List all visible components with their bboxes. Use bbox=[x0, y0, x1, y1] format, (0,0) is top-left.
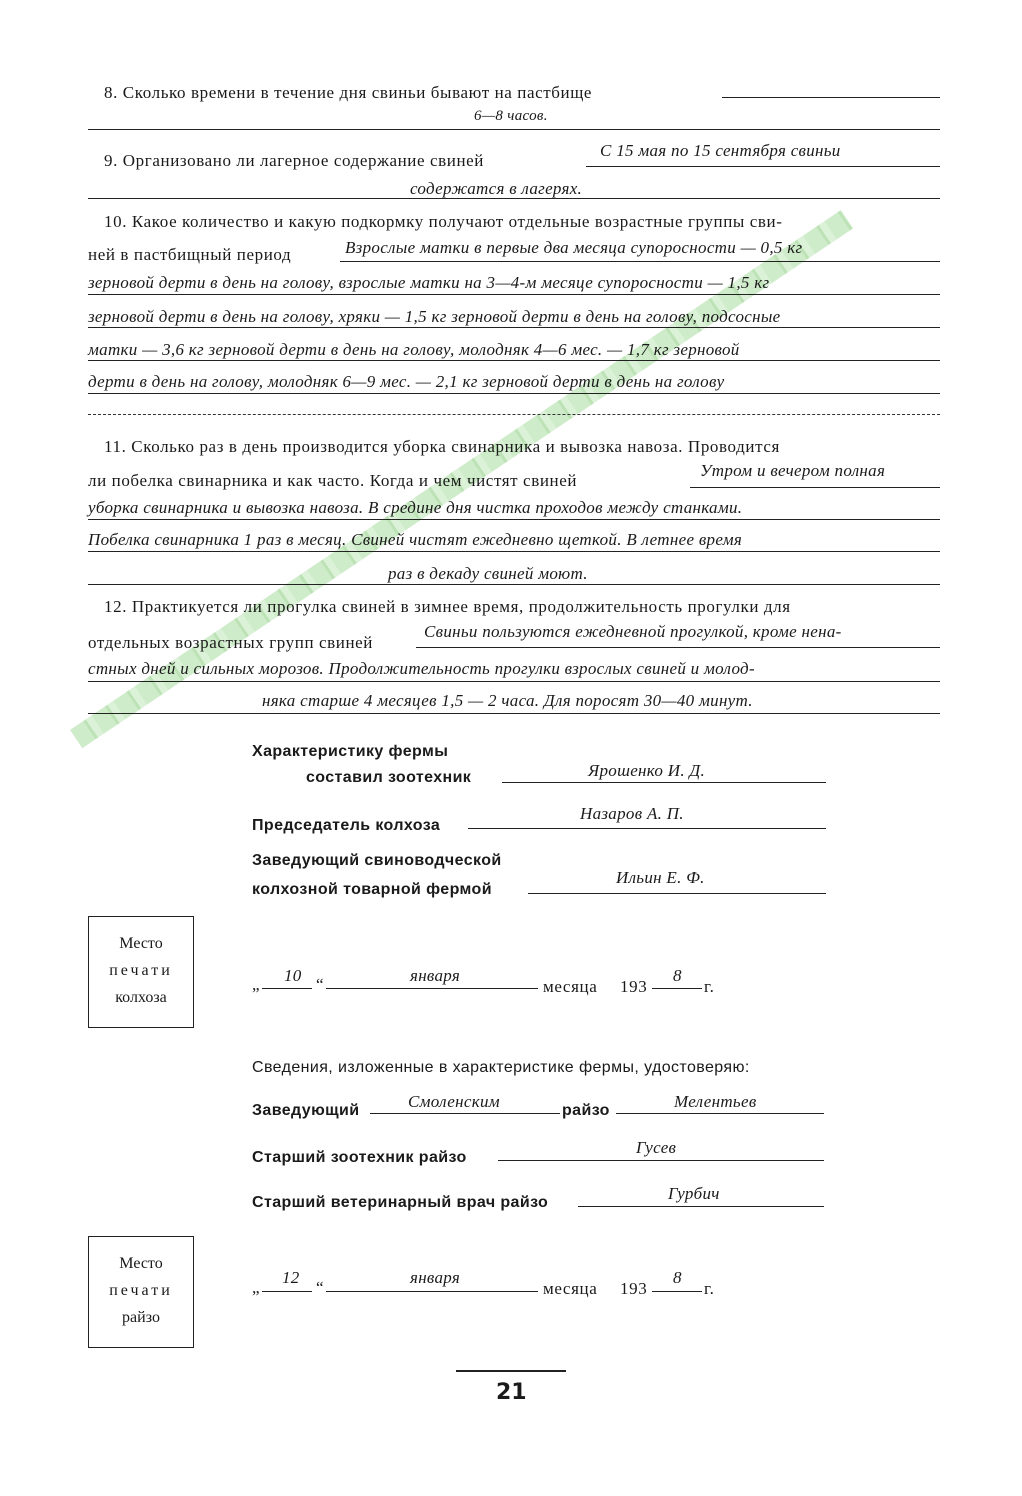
signature-line bbox=[498, 1160, 824, 1161]
question-10-line-2: ней в пастбищный период bbox=[88, 245, 292, 264]
answer-line bbox=[88, 393, 940, 394]
stamp-raizo-line-3: райзо bbox=[122, 1309, 160, 1326]
question-12-line-1: 12. Практикуется ли прогулка свиней в зимнее время, продолжительность прогулки для bbox=[104, 597, 791, 616]
date-1-suffix: г. bbox=[704, 977, 715, 996]
chairman-label: Председатель колхоза bbox=[252, 817, 441, 834]
question-11-answer-3: Побелка свинарника 1 раз в месяц. Свиней чистят ежедневно щеткой. В летнее время bbox=[88, 530, 743, 549]
question-11-answer-2: уборка свинарника и вывозка навоза. В средине дня чистка проходов между станками. bbox=[88, 498, 743, 517]
answer-line bbox=[88, 198, 940, 199]
question-10-answer-1: Взрослые матки в первые два месяца супоросности — 0,5 кг bbox=[345, 238, 803, 257]
date-2-year-digit: 8 bbox=[673, 1268, 682, 1287]
vet-label: Старший ветеринарный врач райзо bbox=[252, 1194, 549, 1211]
answer-line-blank bbox=[88, 414, 940, 415]
zoo-label: Старший зоотехник райзо bbox=[252, 1149, 467, 1166]
page-number: 21 bbox=[496, 1380, 527, 1405]
question-9-answer-2: содержатся в лагерях. bbox=[410, 179, 583, 198]
compiled-label-1: Характеристику фермы bbox=[252, 743, 449, 760]
answer-line bbox=[586, 166, 940, 167]
signature-line bbox=[528, 893, 826, 894]
question-11-line-1: 11. Сколько раз в день производится уборка свинарника и вывозка навоза. Проводится bbox=[104, 437, 780, 456]
head-name: Ильин Е. Ф. bbox=[616, 868, 705, 887]
question-10-answer-3: зерновой дерти в день на голову, хряки — 1,5 кг зерновой дерти в день на голову, подсосные bbox=[88, 307, 781, 326]
date-line bbox=[326, 988, 538, 989]
vet-name: Гурбич bbox=[668, 1184, 720, 1203]
date-1-open-quote: „ bbox=[252, 975, 260, 994]
stamp-kolkhoz bbox=[88, 916, 194, 1028]
date-line bbox=[652, 988, 702, 989]
date-2-suffix: г. bbox=[704, 1279, 715, 1298]
answer-line bbox=[88, 681, 940, 682]
certify-text: Сведения, изложенные в характеристике фермы, удостоверяю: bbox=[252, 1059, 750, 1076]
date-1-month-word: месяца bbox=[543, 977, 598, 996]
answer-line bbox=[88, 713, 940, 714]
signature-line bbox=[502, 782, 826, 783]
head-label-1: Заведующий свиноводческой bbox=[252, 852, 502, 869]
question-9-answer-1: С 15 мая по 15 сентября свиньи bbox=[600, 141, 841, 160]
signature-line bbox=[468, 828, 826, 829]
stamp-raizo-line-1: Место bbox=[119, 1255, 163, 1272]
raizo-label: райзо bbox=[562, 1102, 610, 1119]
date-line bbox=[652, 1291, 702, 1292]
question-12-answer-3: няка старше 4 месяцев 1,5 — 2 часа. Для поросят 30—40 минут. bbox=[262, 691, 753, 710]
date-line bbox=[262, 988, 312, 989]
signature-line bbox=[616, 1113, 824, 1114]
raizo-head-label: Заведующий bbox=[252, 1102, 360, 1119]
question-10-line-1: 10. Какое количество и какую подкормку получают отдельные возрастные группы сви- bbox=[104, 212, 783, 231]
signature-line bbox=[578, 1206, 824, 1207]
answer-line bbox=[88, 294, 940, 295]
date-1-year-digit: 8 bbox=[673, 966, 682, 985]
stamp-kolkhoz-line-3: колхоза bbox=[115, 989, 167, 1006]
stamp-kolkhoz-line-2: печати bbox=[109, 962, 173, 979]
question-8-text: 8. Сколько времени в течение дня свиньи бывают на пастбище bbox=[104, 83, 593, 102]
date-2-month-word: месяца bbox=[543, 1279, 598, 1298]
date-2-year-prefix: 193 bbox=[620, 1279, 648, 1298]
date-line bbox=[326, 1291, 538, 1292]
raizo-head-district: Смоленским bbox=[408, 1092, 500, 1111]
date-2-day: 12 bbox=[282, 1268, 300, 1287]
page-number-rule bbox=[456, 1370, 566, 1372]
question-9-text: 9. Организовано ли лагерное содержание свиней bbox=[104, 151, 484, 170]
stamp-raizo bbox=[88, 1236, 194, 1348]
answer-line bbox=[88, 551, 940, 552]
answer-line bbox=[690, 487, 940, 488]
date-1-close-quote: “ bbox=[316, 975, 324, 994]
stamp-raizo-line-2: печати bbox=[109, 1282, 173, 1299]
answer-line bbox=[88, 129, 940, 130]
date-1-month: января bbox=[410, 966, 461, 985]
question-10-answer-5: дерти в день на голову, молодняк 6—9 мес. — 2,1 кг зерновой дерти в день на голову bbox=[88, 372, 725, 391]
answer-line bbox=[416, 647, 940, 648]
question-11-answer-4: раз в декаду свиней моют. bbox=[388, 564, 588, 583]
compiled-label-2: составил зоотехник bbox=[306, 769, 472, 786]
question-12-answer-1: Свиньи пользуются ежедневной прогулкой, кроме нена- bbox=[424, 622, 842, 641]
date-1-year-prefix: 193 bbox=[620, 977, 648, 996]
question-10-answer-4: матки — 3,6 кг зерновой дерти в день на голову, молодняк 4—6 мес. — 1,7 кг зерновой bbox=[88, 340, 740, 359]
signature-line bbox=[370, 1113, 560, 1114]
answer-line bbox=[88, 360, 940, 361]
answer-line bbox=[88, 327, 940, 328]
question-12-answer-2: стных дней и сильных морозов. Продолжительность прогулки взрослых свиней и молод- bbox=[88, 659, 755, 678]
answer-line bbox=[722, 97, 940, 98]
question-11-line-2: ли побелка свинарника и как часто. Когда и чем чистят свиней bbox=[88, 471, 578, 490]
date-line bbox=[262, 1291, 312, 1292]
zoo-name: Гусев bbox=[636, 1138, 677, 1157]
head-label-2: колхозной товарной фермой bbox=[252, 881, 492, 898]
date-2-close-quote: “ bbox=[316, 1278, 324, 1297]
date-1-day: 10 bbox=[284, 966, 302, 985]
question-12-line-2: отдельных возрастных групп свиней bbox=[88, 633, 374, 652]
answer-line bbox=[88, 519, 940, 520]
chairman-name: Назаров А. П. bbox=[580, 804, 684, 823]
question-11-answer-1: Утром и вечером полная bbox=[700, 461, 886, 480]
date-2-month: января bbox=[410, 1268, 461, 1287]
raizo-head-name: Мелентьев bbox=[674, 1092, 757, 1111]
answer-line bbox=[340, 261, 940, 262]
date-2-open-quote: „ bbox=[252, 1278, 260, 1297]
compiled-name: Ярошенко И. Д. bbox=[588, 761, 706, 780]
stamp-kolkhoz-line-1: Место bbox=[119, 935, 163, 952]
question-10-answer-2: зерновой дерти в день на голову, взрослые матки на 3—4-м месяце супоросности — 1,5 кг bbox=[88, 273, 770, 292]
question-8-answer: 6—8 часов. bbox=[474, 108, 548, 124]
answer-line bbox=[88, 584, 940, 585]
